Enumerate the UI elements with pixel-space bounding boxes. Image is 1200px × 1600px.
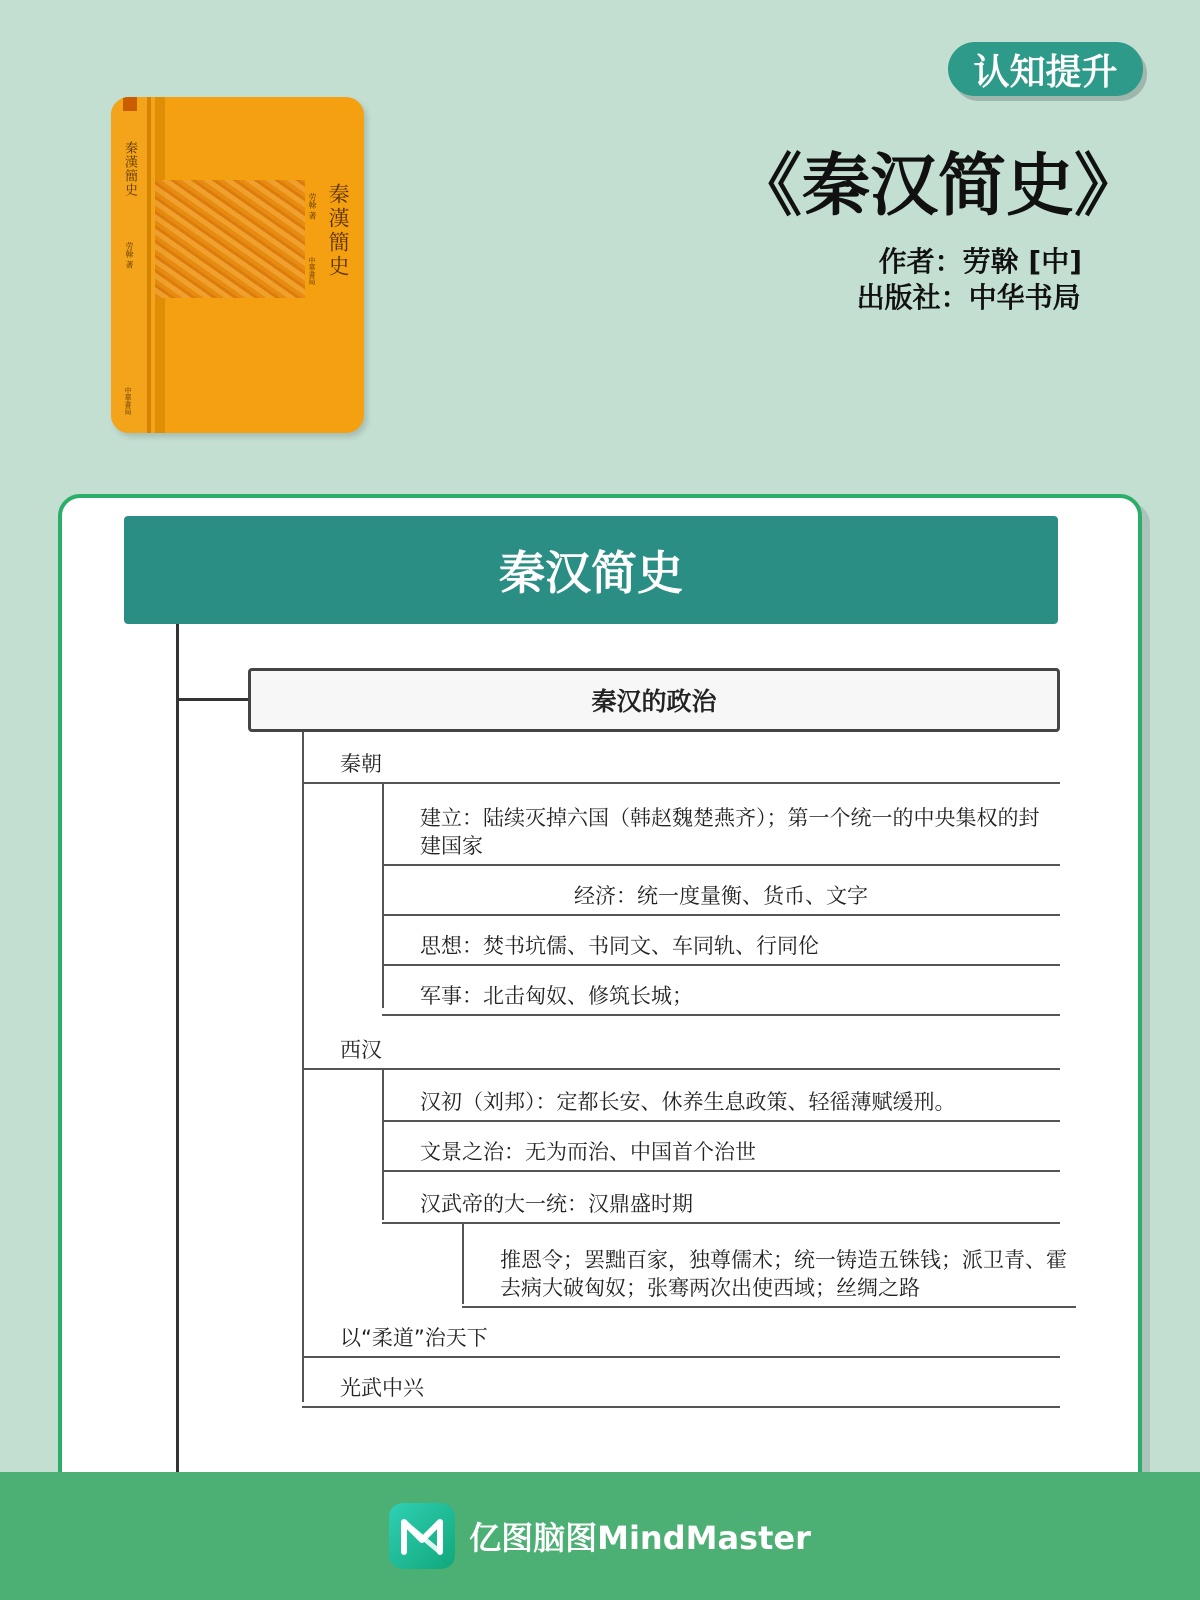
cover-spine-edge [147,97,151,433]
mindmap-root-title[interactable]: 秦汉简史 [124,516,1058,624]
node-xihan-wenjing[interactable]: 文景之治：无为而治、中国首个治世 [382,1124,1060,1172]
book-title: 《秦汉简史》 [733,147,1142,226]
cover-author: 劳榦 著 [308,193,317,220]
book-cover-image [111,97,364,433]
mindmaster-logo-icon [389,1503,455,1569]
node-xihan-wudi[interactable]: 汉武帝的大一统：汉鼎盛时期 [382,1174,1060,1224]
cover-spine-author: 劳榦 著 [125,242,134,269]
book-meta [857,244,1082,316]
cover-title: 秦漢簡史 [326,183,350,279]
mindmap-section-politics[interactable]: 秦汉的政治 [248,668,1060,732]
author-line: 作者：劳榦 [中] [878,245,1082,278]
cover-spine-title: 秦漢簡史 [122,141,137,197]
node-qin-economy[interactable]: 经济：统一度量衡、货币、文字 [382,868,1060,916]
mindmap-trunk-line [176,624,179,1524]
cover-pattern-panel [155,180,305,298]
mindmap-card [58,494,1142,1600]
publisher-line: 出版社：中华书局 [856,281,1081,314]
node-qin-establish[interactable]: 建立：陆续灭掉六国（韩赵魏楚燕齐）；第一个统一的中央集权的封建国家 [382,798,1060,866]
node-qin-thought[interactable]: 思想：焚书坑儒、书同文、车同轨、行同伦 [382,918,1060,966]
node-xihan[interactable]: 西汉 [302,1020,1060,1070]
node-xihan-early[interactable]: 汉初（刘邦）：定都长安、休养生息政策、轻徭薄赋缓刑。 [382,1074,1060,1122]
node-rou-dao[interactable]: 以“柔道”治天下 [302,1312,1060,1358]
node-guangwu[interactable]: 光武中兴 [302,1360,1060,1408]
mindmap-branch-line [176,698,248,701]
node-qin-military[interactable]: 军事：北击匈奴、修筑长城； [382,968,1060,1016]
node-xihan-wudi-policies[interactable]: 推恩令；罢黜百家，独尊儒术；统一铸造五铢钱；派卫青、霍去病大破匈奴；张骞两次出使西域；丝绸之路 [462,1228,1076,1308]
footer-bar [0,1472,1200,1600]
cover-spine-publisher: 中華書局 [124,387,132,415]
node-qin[interactable]: 秦朝 [302,742,1060,784]
publisher-logo [123,97,137,111]
footer-brand-text: 亿图脑图MindMaster [469,1519,811,1557]
category-badge: 认知提升 [948,42,1143,96]
cover-publisher: 中華書局 [308,257,316,285]
